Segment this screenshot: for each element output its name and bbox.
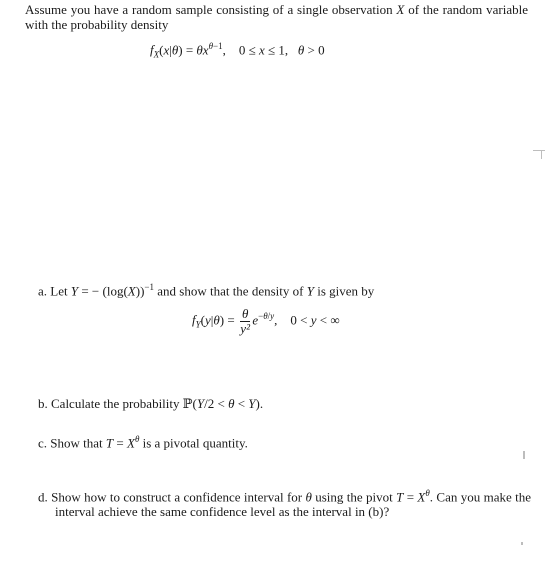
- density-equation: $f_X(x|\theta) = \theta x^{\theta-1}$, 0 ≤ x ≤ 1, θ > 0: [150, 41, 325, 60]
- question-b-label: b.: [38, 396, 48, 411]
- fraction-denominator: y²: [240, 321, 250, 336]
- scan-mark: [533, 150, 545, 151]
- fraction-numerator: θ: [241, 306, 249, 321]
- scan-mark: [521, 542, 523, 545]
- scan-mark: [523, 451, 525, 459]
- question-d-label: d.: [38, 489, 48, 505]
- scan-mark: [541, 151, 542, 159]
- intro-paragraph: Assume you have a random sample consisting of a single observation X of the random variable with the probability density: [25, 2, 528, 32]
- fraction: [240, 307, 250, 336]
- question-a: a. Let Y = − $(\log(X))^{-1}$ and show that the density of Y is given by: [38, 282, 375, 299]
- question-c-label: c.: [38, 435, 48, 451]
- question-d: d. Show how to construct a confidence interval for θ using the pivot $T = X^\theta$. Can you make the interval achieve the same confidence level as the interval in (b)?: [38, 488, 531, 520]
- question-b: b. Calculate the probability ℙ(Y/2 < θ < Y).: [38, 396, 264, 411]
- question-c: c. Show that $T = X^\theta$ is a pivotal quantity.: [38, 434, 248, 451]
- density-y-equation: $f_Y(y|\theta)$ = $\frac{\theta}{\text{y²}}$ $e^{-\theta/y}$, 0 < y < ∞: [192, 306, 340, 336]
- question-a-label: a.: [38, 283, 48, 299]
